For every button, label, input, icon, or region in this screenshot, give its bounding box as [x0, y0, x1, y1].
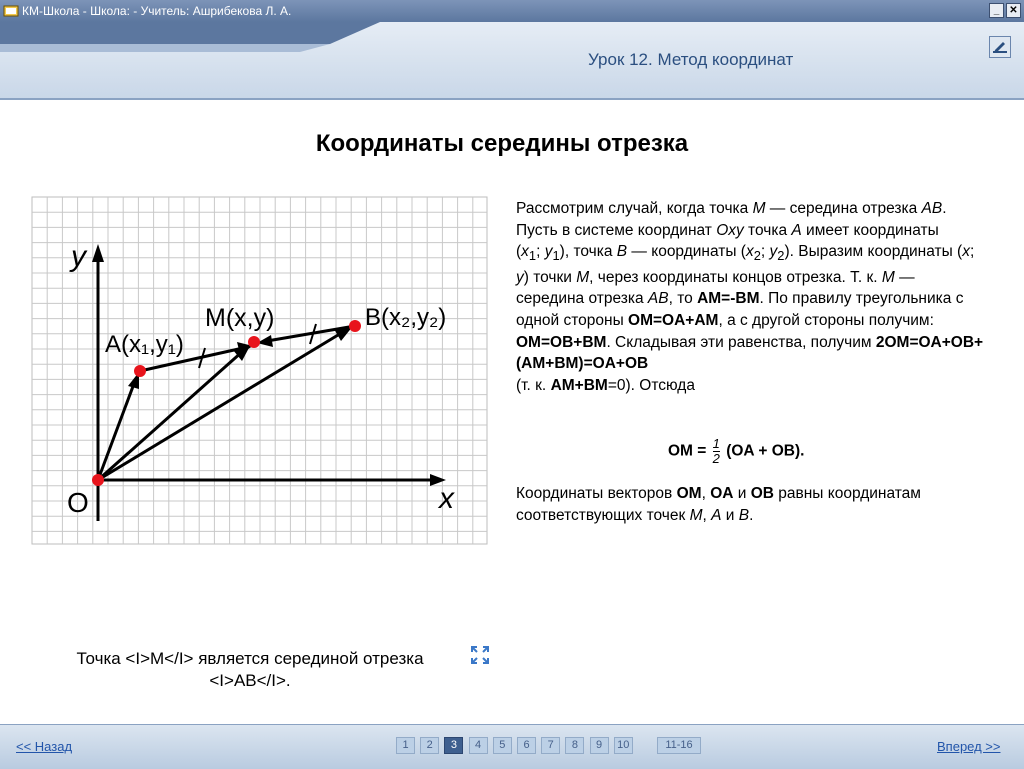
page-button-5[interactable]: 5	[493, 737, 512, 754]
formula-numerator: 1	[712, 436, 720, 451]
vector-om	[98, 351, 243, 480]
close-button[interactable]: ✕	[1006, 3, 1021, 18]
formula-left: OM =	[668, 442, 707, 460]
page-button-2[interactable]: 2	[420, 737, 439, 754]
caption-line-2: <I>AB</I>.	[209, 671, 291, 690]
slide-title: Координаты середины отрезка	[315, 130, 689, 157]
label-x-axis: x	[439, 482, 454, 515]
label-point-a: A(x₁,y₁)	[105, 331, 184, 358]
page-button-4[interactable]: 4	[469, 737, 488, 754]
caption-line-1: Точка <I>M</I> является серединой отрезка	[76, 649, 424, 668]
label-origin: O	[67, 487, 89, 518]
forward-link[interactable]: Вперед >>	[937, 739, 1001, 754]
lesson-title: Урок 12. Метод координат	[588, 50, 794, 69]
point-a	[134, 365, 146, 377]
formula-fraction	[713, 437, 720, 466]
y-axis-arrow	[92, 244, 104, 262]
window-title: КМ-Школа - Школа: - Учитель: Ашрибекова Л. А.	[22, 4, 292, 18]
label-y-axis: y	[71, 240, 86, 273]
explanation-text: Рассмотрим случай, когда точка M — середина отрезка AB. Пусть в системе координат Oxy точка A имеет координаты ($x_1$; $y_1$), точка B — координаты ($x_2$; $y_2$). Выразим координаты (x; y) точки M, через координаты концов отрезка. Т. к. M — середина отрезка AB, то AM=-BM. По правилу треугольника с одной стороны OM=OA+AM, а с другой стороны получим: OM=OB+BM. Складывая эти равенства, получим 2OM=OA+OB+(AM+BM)=OA+OB (т. к. AM+BM=0). Отсюда	[516, 200, 984, 394]
page-button-6[interactable]: 6	[517, 737, 536, 754]
point-m	[248, 336, 260, 348]
window-titlebar	[0, 0, 1024, 22]
expand-icon[interactable]	[471, 646, 489, 664]
point-b	[349, 320, 361, 332]
slide-caption	[40, 648, 460, 692]
grid	[32, 197, 487, 544]
label-point-b: B(x₂,y₂)	[365, 304, 447, 331]
page-button-10[interactable]: 10	[614, 737, 633, 754]
coordinate-diagram	[31, 196, 489, 546]
formula-right: (OA + OB).	[726, 442, 805, 460]
navigation-footer	[0, 724, 1024, 769]
midpoint-formula	[668, 437, 804, 466]
header-wave-decoration	[0, 22, 1024, 98]
point-o	[92, 474, 104, 486]
page-button-3[interactable]: 3	[444, 737, 463, 754]
pencil-icon	[990, 37, 1010, 57]
label-point-m: M(x,y)	[205, 304, 275, 332]
page-button-9[interactable]: 9	[590, 737, 609, 754]
page-button-8[interactable]: 8	[565, 737, 584, 754]
notes-button[interactable]	[989, 36, 1011, 58]
formula-denominator: 2	[712, 451, 720, 466]
page-button-7[interactable]: 7	[541, 737, 560, 754]
page-range-button[interactable]: 11-16	[657, 737, 701, 754]
app-icon	[3, 3, 19, 19]
page-button-1[interactable]: 1	[396, 737, 415, 754]
back-link[interactable]: << Назад	[16, 739, 73, 754]
minimize-button[interactable]: _	[989, 3, 1004, 18]
conclusion-text: Координаты векторов OM, OA и OB равны координатам соответствующих точек M, A и B.	[516, 485, 921, 524]
lesson-header	[0, 22, 1024, 100]
